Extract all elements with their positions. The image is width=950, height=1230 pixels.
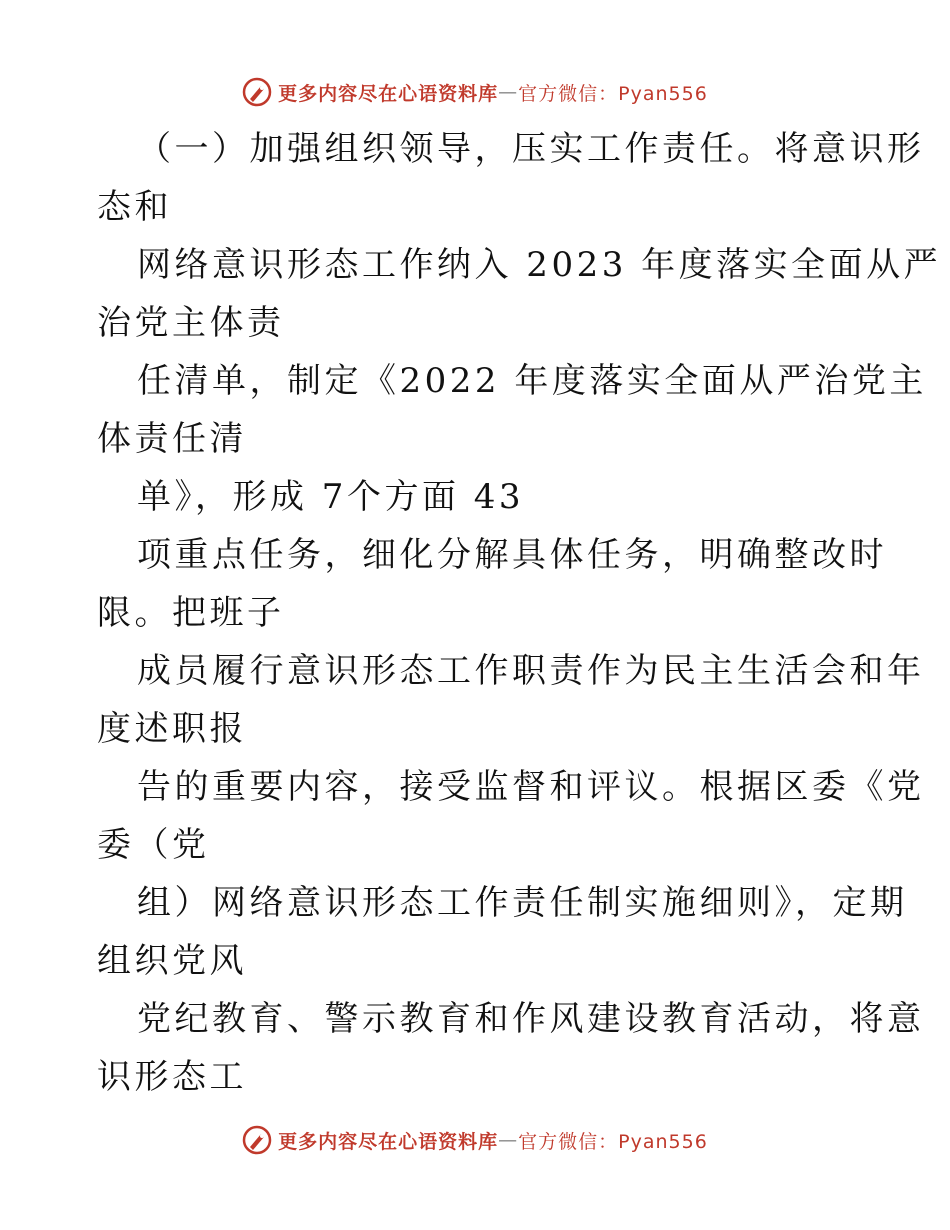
text-line: 党纪教育、警示教育和作风建设教育活动，将意 — [137, 999, 925, 1039]
text-line: 项重点任务，细化分解具体任务，明确整改时 — [137, 535, 887, 575]
text-line: 识形态工 — [97, 1057, 247, 1097]
text-line: 单》，形成 7个方面 43 — [137, 477, 525, 517]
text-line: 治党主体责 — [97, 303, 285, 343]
text-line: 体责任清 — [97, 419, 247, 459]
text-line: 态和 — [97, 187, 172, 227]
watermark-separator: — — [498, 81, 519, 103]
text-line: 组）网络意识形态工作责任制实施细则》，定期 — [137, 883, 908, 923]
watermark-separator: — — [498, 1129, 519, 1151]
text-line: 度述职报 — [97, 709, 247, 749]
header-watermark — [0, 72, 950, 112]
text-line: 告的重要内容，接受监督和评议。根据区委《党 — [137, 767, 925, 807]
watermark-wechat-text: 官方微信：Pyan556 — [518, 1130, 708, 1153]
text-line: 限。把班子 — [97, 593, 285, 633]
footer-watermark — [0, 1120, 950, 1160]
text-line: （一）加强组织领导，压实工作责任。将意识形 — [137, 129, 925, 169]
text-line: 网络意识形态工作纳入 2023 年度落实全面从严 — [137, 245, 942, 285]
watermark-site-text: 更多内容尽在心语资料库 — [278, 1130, 499, 1153]
text-line: 成员履行意识形态工作职责作为民主生活会和年 — [137, 651, 925, 691]
text-line: 委（党 — [97, 825, 210, 865]
watermark-wechat-text: 官方微信：Pyan556 — [518, 82, 708, 105]
pen-nib-circle-icon — [242, 1125, 272, 1155]
text-line: 任清单，制定《2022 年度落实全面从严治党主 — [137, 361, 927, 401]
pen-nib-circle-icon — [242, 77, 272, 107]
text-line: 组织党风 — [97, 941, 247, 981]
watermark-site-text: 更多内容尽在心语资料库 — [278, 82, 499, 105]
document-body — [97, 120, 942, 1106]
